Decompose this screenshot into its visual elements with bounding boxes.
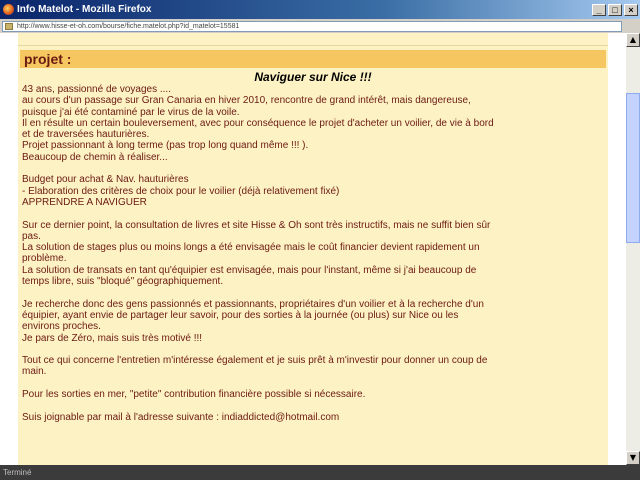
description-line: équipier, ayant envie de partager leur savoir, pour des sorties à la journée (ou plus) sur Nice ou les <box>22 309 459 321</box>
description-line: Sur ce dernier point, la consultation de livres et site Hisse & Oh sont très instructifs, mais ne suffit bien sûr <box>22 219 491 231</box>
url-text: http://www.hisse-et-oh.com/bourse/fiche.matelot.php?id_matelot=15581 <box>17 22 240 30</box>
description-line: Il en résulte un certain bouleversement, avec pour conséquence le projet d'acheter un voilier, de vie à bord <box>22 117 494 129</box>
description-line: 43 ans, passionné de voyages .... <box>22 84 171 95</box>
section-header-projet: projet : <box>20 50 606 68</box>
address-bar <box>0 19 640 33</box>
description-line: et de traversées hauturières. <box>22 129 150 141</box>
description-line: problème. <box>22 253 67 265</box>
description-line: Je pars de Zéro, mais suis très motivé !!! <box>22 332 203 344</box>
description-line: Tout ce qui concerne l'entretien m'intéresse également et je suis prêt à m'investir pour donner un coup de <box>22 355 488 367</box>
blank-line <box>22 163 604 174</box>
description-line: Projet passionnant à long terme (pas trop long quand même !!! ). <box>22 140 309 152</box>
description-line: Suis joignable par mail à l'adresse suivante : indiaddicted@hotmail.com <box>22 411 340 423</box>
description-line: La solution de stages plus ou moins longs a été envisagée mais le coût financier devient rapidement un <box>22 242 480 254</box>
project-description <box>18 84 608 423</box>
scroll-down-arrow-icon[interactable]: ▼ <box>626 451 640 465</box>
description-line: Je recherche donc des gens passionnés et passionnants, propriétaires d'un voilier et à la recherche d'un <box>22 298 484 310</box>
site-favicon-icon <box>5 23 13 30</box>
description-line: temps libre, suis "bloqué" géographiquement. <box>22 276 224 288</box>
window-title: Info Matelot - Mozilla Firefox <box>17 4 152 15</box>
firefox-icon <box>3 4 14 15</box>
project-headline: Naviguer sur Nice !!! <box>254 70 372 84</box>
blank-line <box>22 208 604 219</box>
status-text: Terminé <box>3 468 32 477</box>
blank-line <box>22 378 604 389</box>
description-line: au cours d'un passage sur Gran Canaria en hiver 2010, rencontre de grand intérêt, mais dangereuse, <box>22 95 471 107</box>
blank-line <box>22 287 604 298</box>
description-line: Budget pour achat & Nav. hauturières <box>22 174 189 186</box>
status-bar <box>0 465 640 480</box>
description-line: Pour les sorties en mer, "petite" contribution financière possible si nécessaire. <box>22 389 366 401</box>
scrollbar-thumb[interactable] <box>626 93 640 243</box>
description-line: pas. <box>22 230 41 242</box>
description-line: puisque j'ai été contaminé par le virus de la voile. <box>22 106 240 118</box>
minimize-button[interactable]: _ <box>592 4 606 16</box>
close-button[interactable]: × <box>624 4 638 16</box>
maximize-button[interactable]: □ <box>608 4 622 16</box>
page-top-strip <box>18 33 608 46</box>
description-line: environs proches. <box>22 321 101 333</box>
description-line: APPRENDRE A NAVIGUER <box>22 196 147 208</box>
page-viewport <box>0 33 626 465</box>
blank-line <box>22 400 604 411</box>
description-line: Beaucoup de chemin à réaliser... <box>22 151 168 163</box>
blank-line <box>22 344 604 355</box>
vertical-scrollbar[interactable] <box>626 33 640 465</box>
url-field[interactable] <box>2 21 622 32</box>
page-content <box>18 33 608 465</box>
description-line: - Elaboration des critères de choix pour le voilier (déjà relativement fixé) <box>22 185 340 197</box>
description-line: main. <box>22 366 47 378</box>
scroll-up-arrow-icon[interactable]: ▲ <box>626 33 640 47</box>
window-title-bar <box>0 0 640 19</box>
description-line: La solution de transats en tant qu'équipier est envisagée, mais pour l'instant, même si j'ai beaucoup de <box>22 264 477 276</box>
